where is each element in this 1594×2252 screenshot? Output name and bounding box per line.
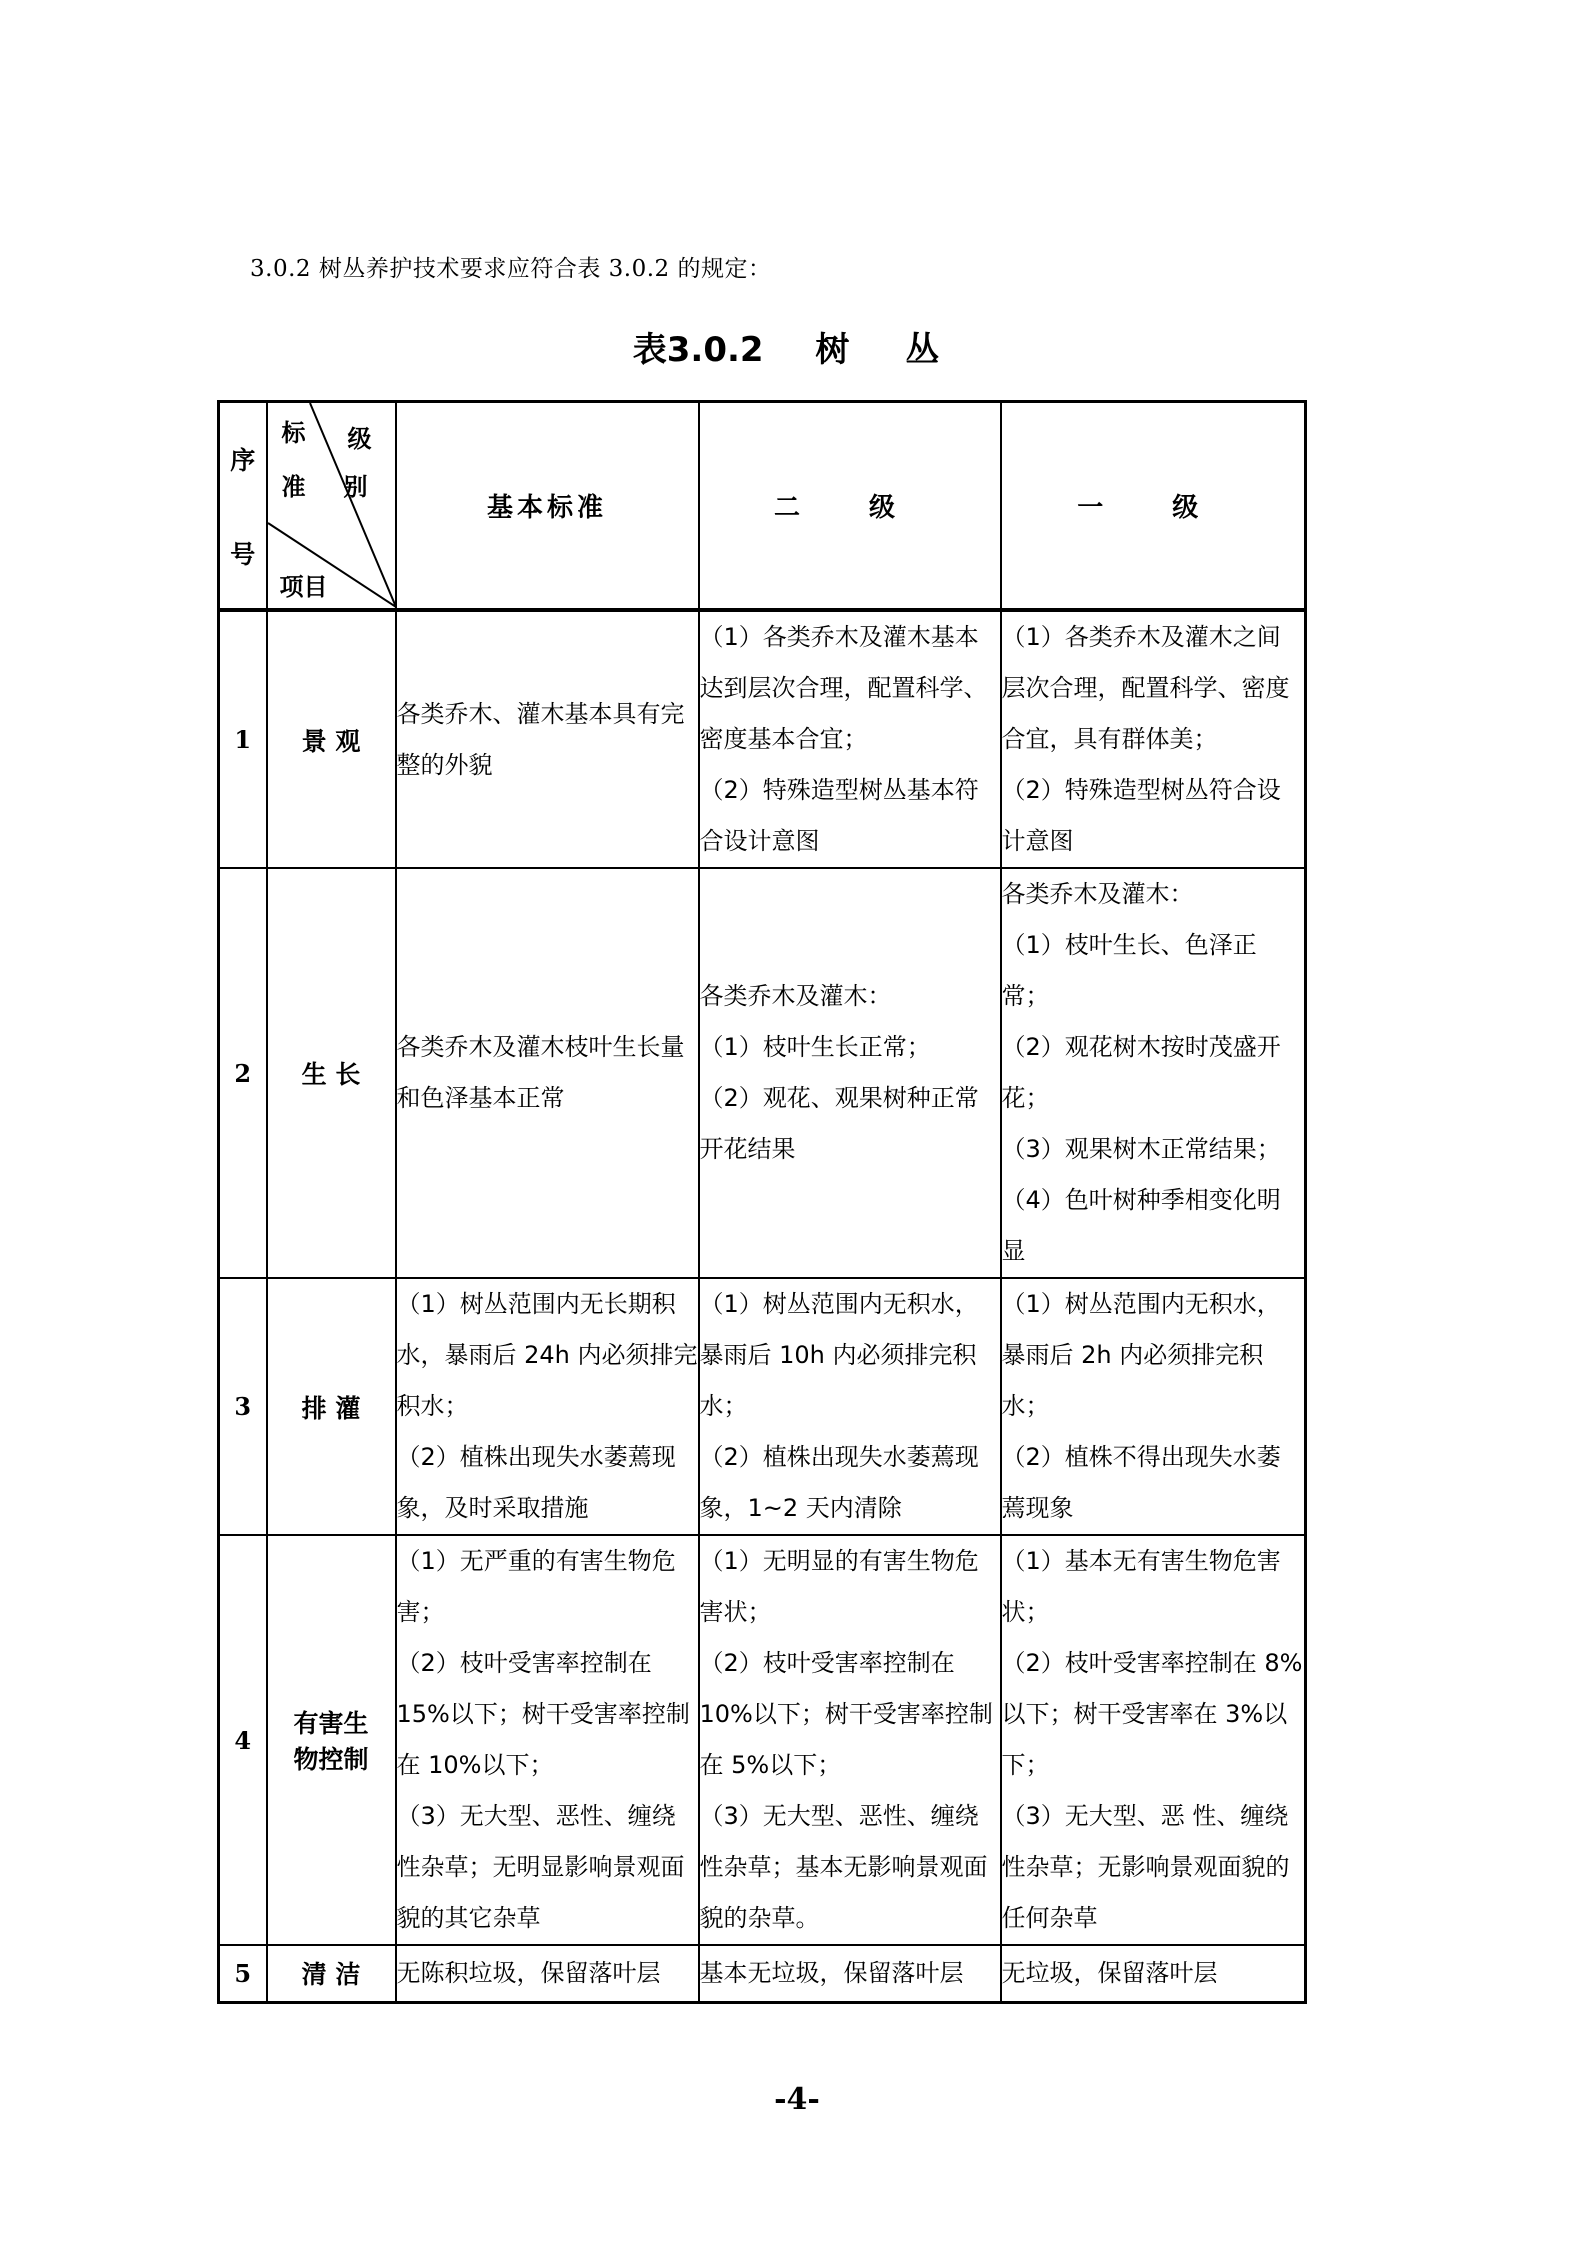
diag-label-bie: 别 — [343, 473, 368, 501]
cell-grade-one — [1001, 1535, 1306, 1945]
cell-line: （3）无大型、恶性、缠绕性杂草；基本无影响景观面貌的杂草。 — [699, 1802, 988, 1932]
cell-line: （2）枝叶受害率控制在 8%以下；树干受害率在 3%以下； — [1001, 1649, 1303, 1779]
cell-line: 无垃圾，保留落叶层 — [1001, 1958, 1218, 1987]
cell-line: （1）树丛范围内无长期积水，暴雨后 24h 内必须排完积水； — [396, 1290, 698, 1420]
cell-line: （3）无大型、恶性、缠绕性杂草；无明显影响景观面貌的其它杂草 — [396, 1802, 685, 1932]
cell-line: （2）植株出现失水萎蔫现象，及时采取措施 — [396, 1443, 676, 1522]
row-seq: 5 — [219, 1945, 267, 2002]
cell-grade-one — [1001, 868, 1306, 1278]
cell-line: （2）观花树木按时茂盛开花； — [1001, 1033, 1281, 1112]
header-grade-two: 二 级 — [699, 402, 1001, 611]
row-item: 清 洁 — [267, 1945, 396, 2002]
table-number: 表3.0.2 — [632, 330, 764, 370]
header-basic-standard: 基本标准 — [396, 402, 699, 611]
header-grade-one: 一 级 — [1001, 402, 1306, 611]
diag-label-zhun: 准 — [281, 473, 306, 501]
table-header-row — [219, 402, 1306, 611]
row-item: 生 长 — [267, 868, 396, 1278]
cell-line: （2）植株不得出现失水萎蔫现象 — [1001, 1443, 1281, 1522]
cell-line: （1）枝叶生长、色泽正常； — [1001, 931, 1257, 1010]
table-row — [219, 1278, 1306, 1535]
cell-line: 各类乔木及灌木： — [699, 982, 892, 1010]
row-seq: 4 — [219, 1535, 267, 1945]
header-seq-top: 序 — [230, 446, 256, 475]
maintenance-standard-table — [217, 400, 1307, 2004]
cell-line: （1）枝叶生长正常； — [699, 1033, 931, 1061]
cell-line: 无陈积垃圾，保留落叶层 — [396, 1958, 661, 1987]
cell-line: （1）无明显的有害生物危害状； — [699, 1547, 979, 1626]
cell-line: （1）树丛范围内无积水，暴雨后 10h 内必须排完积水； — [699, 1290, 979, 1420]
table-row — [219, 1945, 1306, 2002]
cell-basic — [396, 1278, 699, 1535]
cell-line: （2）枝叶受害率控制在 10%以下；树干受害率控制在 5%以下； — [699, 1649, 993, 1779]
header-seq-cell — [219, 402, 267, 611]
cell-line: （1）基本无有害生物危害状； — [1001, 1547, 1281, 1626]
diag-label-biao: 标 — [281, 419, 306, 447]
cell-basic — [396, 868, 699, 1278]
row-seq: 3 — [219, 1278, 267, 1535]
cell-line: （1）树丛范围内无积水，暴雨后 2h 内必须排完积水； — [1001, 1290, 1281, 1420]
cell-basic — [396, 1535, 699, 1945]
cell-line: （2）植株出现失水萎蔫现象，1~2 天内清除 — [699, 1443, 979, 1522]
cell-basic — [396, 610, 699, 868]
cell-line: （1）各类乔木及灌木基本达到层次合理，配置科学、密度基本合宜； — [699, 623, 988, 753]
table-name: 树 丛 — [815, 330, 962, 370]
cell-grade-one — [1001, 1945, 1306, 2002]
diag-label-item: 项目 — [279, 573, 328, 601]
row-item: 景 观 — [267, 610, 396, 868]
header-seq-bottom: 号 — [230, 540, 256, 569]
page-number: -4- — [774, 2082, 820, 2117]
diag-label-ji: 级 — [347, 425, 372, 453]
table-row — [219, 610, 1306, 868]
cell-grade-one — [1001, 610, 1306, 868]
cell-grade-one — [1001, 1278, 1306, 1535]
intro-paragraph: 3.0.2 树丛养护技术要求应符合表 3.0.2 的规定： — [250, 256, 772, 282]
cell-grade-two — [699, 610, 1001, 868]
cell-basic — [396, 1945, 699, 2002]
header-diagonal-cell — [267, 402, 396, 611]
row-item: 有害生物控制 — [267, 1535, 396, 1945]
row-item: 排 灌 — [267, 1278, 396, 1535]
cell-line: （2）观花、观果树种正常开花结果 — [699, 1084, 979, 1163]
cell-line: 各类乔木及灌木枝叶生长量和色泽基本正常 — [396, 1033, 685, 1112]
cell-line: （3）观果树木正常结果； — [1001, 1135, 1281, 1163]
cell-line: （2）特殊造型树丛符合设计意图 — [1001, 776, 1281, 855]
row-seq: 1 — [219, 610, 267, 868]
cell-line: （2）特殊造型树丛基本符合设计意图 — [699, 776, 979, 855]
cell-grade-two — [699, 1535, 1001, 1945]
cell-line: 各类乔木及灌木： — [1001, 880, 1194, 908]
cell-grade-two — [699, 1278, 1001, 1535]
cell-line: （2）枝叶受害率控制在 15%以下；树干受害率控制在 10%以下； — [396, 1649, 690, 1779]
cell-line: （3）无大型、恶 性、缠绕性杂草；无影响景观面貌的任何杂草 — [1001, 1802, 1290, 1932]
row-seq: 2 — [219, 868, 267, 1278]
table-row — [219, 868, 1306, 1278]
cell-line: 各类乔木、灌木基本具有完整的外貌 — [396, 699, 685, 779]
table-title — [0, 322, 1594, 371]
cell-line: （4）色叶树种季相变化明显 — [1001, 1186, 1281, 1265]
cell-grade-two — [699, 1945, 1001, 2002]
table-row — [219, 1535, 1306, 1945]
cell-line: （1）无严重的有害生物危害； — [396, 1547, 676, 1626]
cell-line: 基本无垃圾，保留落叶层 — [699, 1958, 964, 1987]
cell-line: （1）各类乔木及灌木之间层次合理，配置科学、密度合宜，具有群体美； — [1001, 623, 1290, 753]
cell-grade-two — [699, 868, 1001, 1278]
